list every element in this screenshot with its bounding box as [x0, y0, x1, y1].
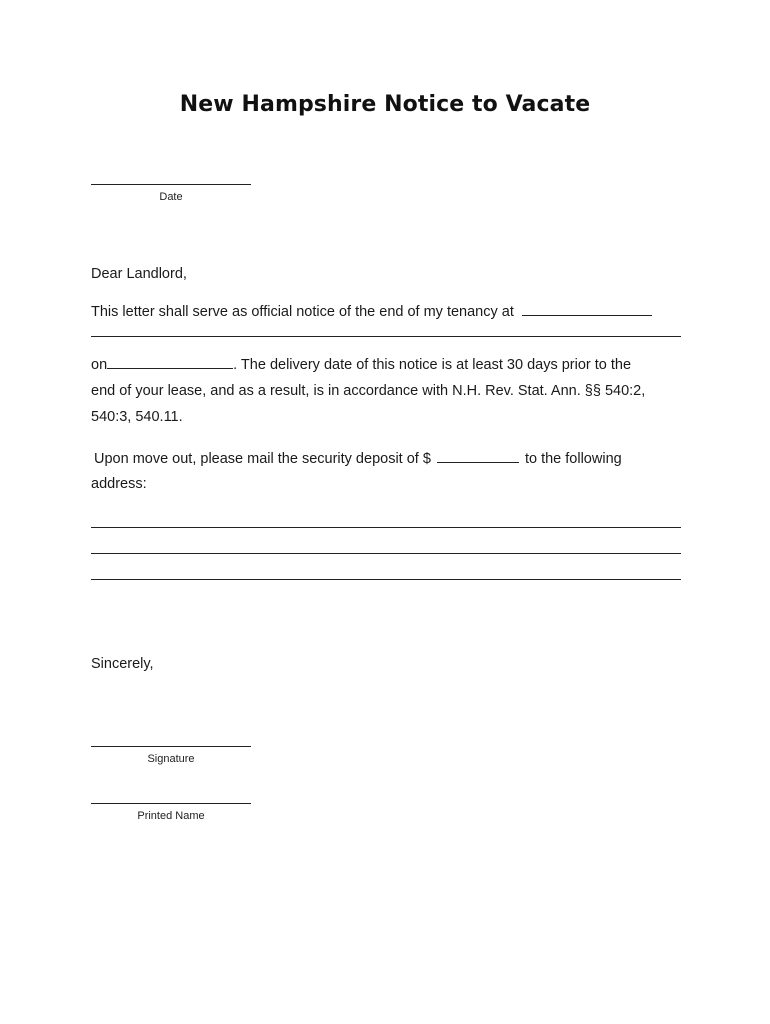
address-line-1[interactable] [91, 527, 681, 528]
printed-name-label: Printed Name [137, 810, 205, 822]
paragraph-1-line-4: end of your lease, and as a result, is in accordance with N.H. Rev. Stat. Ann. §§ 540:2, [91, 383, 646, 399]
document-title: New Hampshire Notice to Vacate [179, 92, 591, 117]
address-line-3[interactable] [91, 579, 681, 580]
date-label: Date [159, 191, 183, 203]
paragraph-2-line-2: address: [91, 476, 147, 492]
deposit-text: Upon move out, please mail the security deposit of $ [94, 451, 431, 467]
following-text: to the following [524, 451, 622, 467]
paragraph-1-line-3 [91, 352, 683, 378]
signature-block [91, 746, 251, 765]
paragraph-1-line-5: 540:3, 540.11. [91, 409, 183, 425]
paragraph-1-line-1 [91, 299, 683, 325]
signature-line[interactable] [91, 746, 251, 747]
signature-label: Signature [147, 753, 195, 765]
date-block [91, 184, 251, 203]
delivery-date-text: . The delivery date of this notice is at least 30 days prior to the [233, 357, 632, 373]
salutation: Dear Landlord, [91, 266, 187, 282]
printed-name-block [91, 803, 251, 822]
tenancy-text: This letter shall serve as official notice of the end of my tenancy at [91, 304, 514, 320]
on-label: on [91, 357, 108, 373]
tenancy-address-line[interactable] [91, 336, 681, 337]
paragraph-2-line-1 [94, 446, 686, 472]
deposit-amount-blank[interactable] [437, 450, 519, 463]
tenancy-address-blank[interactable] [522, 303, 652, 316]
date-line[interactable] [91, 184, 251, 185]
printed-name-line[interactable] [91, 803, 251, 804]
address-line-2[interactable] [91, 553, 681, 554]
move-out-date-blank[interactable] [107, 356, 233, 369]
closing: Sincerely, [91, 656, 154, 672]
